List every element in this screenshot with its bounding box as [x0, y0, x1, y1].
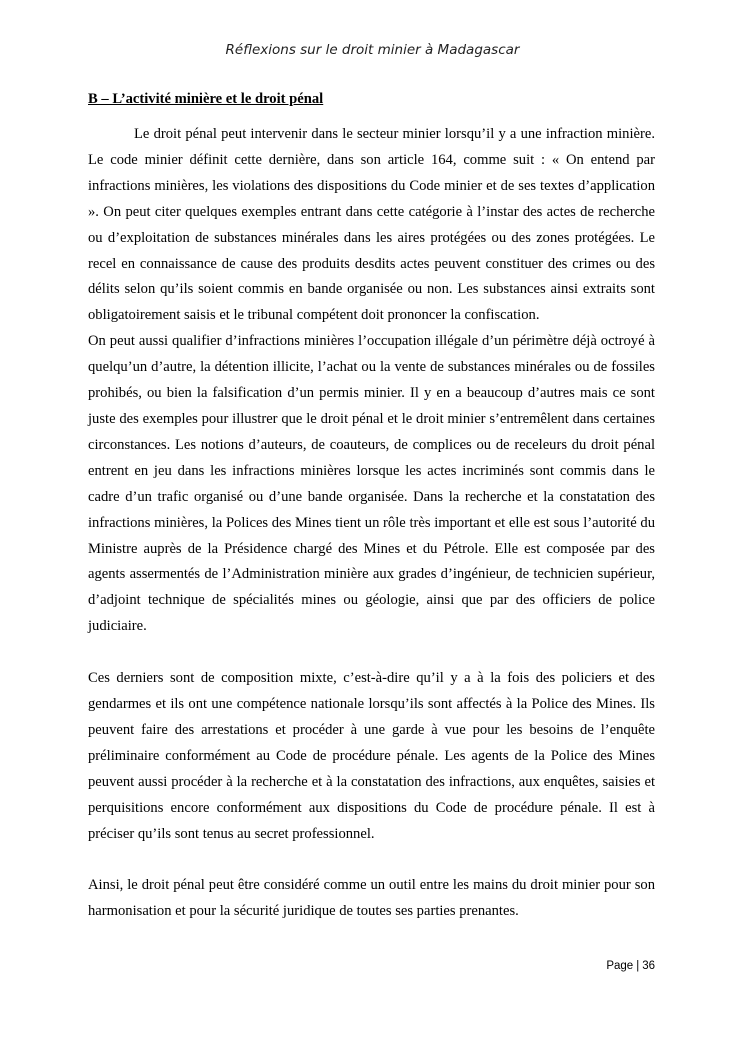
paragraph-2: On peut aussi qualifier d’infractions minières l’occupation illégale d’un périmètre déjà octroyé à quelqu’un d’autre, la détention illicite, l’achat ou la vente de substances minérales ou de fossiles prohibés, ou bien la falsification d’un permis minier. Il y en a beaucoup d’autres mais ce sont juste des exemples pour illustrer que le droit pénal et le droit minier s’entremêlent dans certaines circonstances. Les notions d’auteurs, de coauteurs, de complices ou de receleurs du droit pénal entrent en jeu dans les infractions minières lorsque les actes incriminés sont commis dans le cadre d’un trafic organisé ou d’une bande organisée. Dans la recherche et la constatation des infractions minières, la Polices des Mines tient un rôle très important et elle est sous l’autorité du Ministre auprès de la Présidence chargé des Mines et du Pétrole. Elle est composée par des agents assermentés de l’Administration minière aux grades d’ingénieur, de technicien supérieur, d’adjoint technique de spécialités mines ou géologie, ainsi que par des officiers de police judiciaire.	[88, 333, 655, 635]
paragraph-4: Ainsi, le droit pénal peut être considéré comme un outil entre les mains du droit minier pour son harmonisation et pour la sécurité juridique de toutes ses parties prenantes.	[88, 877, 655, 920]
page-number-footer	[606, 959, 655, 973]
running-header: Réflexions sur le droit minier à Madagascar	[225, 42, 520, 58]
paragraph-spacer	[88, 640, 655, 666]
paragraph-1: Le droit pénal peut intervenir dans le secteur minier lorsqu’il y a une infraction minière. Le code minier définit cette dernière, dans son article 164, comme suit : « On entend par infractions minières, les violations des dispositions du Code minier et de ses textes d’application ». On peut citer quelques exemples entrant dans cette catégorie à l’instar des actes de recherche ou d’exploitation de substances minérales dans les aires protégées ou des zones protégées. Le recel en connaissance de cause des produits desdits actes peuvent constituer des crimes ou des délits selon qu’ils soient commis en bande organisée ou non. Les substances ainsi extraits sont obligatoirement saisis et le tribunal compétent doit prononcer la confiscation.	[88, 126, 655, 324]
section-heading: B – L’activité minière et le droit pénal	[88, 91, 324, 107]
paragraph-3: Ces derniers sont de composition mixte, c’est-à-dire qu’il y a à la fois des policiers et des gendarmes et ils ont une compétence nationale lorsqu’ils sont affectés à la Police des Mines. Ils peuvent faire des arrestations et procéder à une garde à vue pour les besoins de l’enquête préliminaire conformément au Code de procédure pénale. Les agents de la Police des Mines peuvent aussi procéder à la recherche et à la constatation des infractions, aux enquêtes, saisies et perquisitions encore conformément aux dispositions du Code de procédure pénale. Il est à préciser qu’ils sont tenus au secret professionnel.	[88, 670, 655, 842]
page-separator: |	[636, 960, 640, 972]
page-number: 36	[642, 960, 655, 972]
page-body	[88, 89, 655, 925]
paragraph-spacer	[88, 847, 655, 873]
page-label: Page	[606, 960, 634, 972]
